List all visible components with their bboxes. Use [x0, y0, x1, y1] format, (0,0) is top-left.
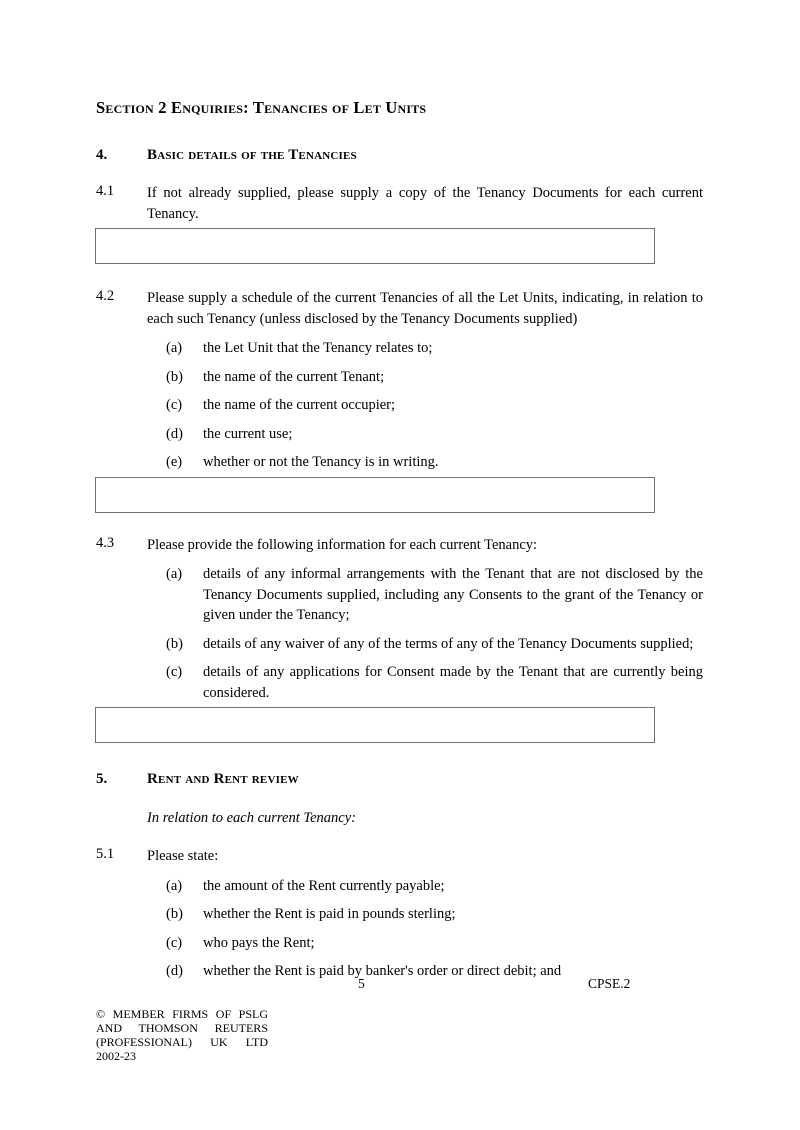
list-item-text: whether the Rent is paid in pounds sterling; [203, 906, 456, 922]
list-item [166, 395, 703, 416]
section-5-heading [96, 770, 703, 788]
question-4-3-items [96, 564, 703, 703]
list-item [166, 367, 703, 388]
list-item-label: (c) [166, 934, 183, 951]
question-4-2-items [96, 338, 703, 473]
list-item-text: the name of the current occupier; [203, 397, 396, 413]
copyright-notice [96, 1007, 268, 1063]
list-item-text: details of any informal arrangements with the Tenant that are not disclosed by the Tenancy Documents supplied, including any Consents to the grant of the Tenancy or given under the Tenancy; [203, 566, 703, 623]
question-5-1-text: Please state: [147, 848, 219, 864]
list-item-text: who pays the Rent; [203, 934, 315, 951]
question-4-1-number: 4.1 [96, 183, 115, 199]
document-reference: CPSE.2 [588, 976, 631, 991]
list-item [166, 662, 703, 703]
copyright-line: 2002-23 [96, 1049, 136, 1063]
list-item-label: (e) [166, 454, 183, 470]
list-item [166, 933, 703, 954]
list-item-label: (c) [166, 397, 183, 413]
question-5-1-items [96, 876, 703, 982]
list-item-text: the current use; [203, 425, 293, 442]
section-4-heading [96, 146, 703, 164]
page-number: 5 [358, 976, 365, 991]
question-5-1-number: 5.1 [96, 846, 115, 862]
list-item-label: (b) [166, 368, 183, 385]
question-4-1-text: If not already supplied, please supply a copy of the Tenancy Documents for each current Tenancy. [147, 185, 703, 222]
question-4-2 [96, 288, 703, 329]
question-4-2-number: 4.2 [96, 288, 115, 304]
list-item [166, 904, 703, 925]
list-item-text: the Let Unit that the Tenancy relates to; [203, 340, 433, 356]
list-item [166, 338, 703, 359]
section-4-number: 4. [96, 147, 108, 163]
section-5-number: 5. [96, 771, 108, 787]
question-4-1 [96, 183, 703, 224]
list-item [166, 452, 703, 473]
section-5-heading-text: Rent and Rent review [147, 771, 299, 787]
list-item-text: whether or not the Tenancy is in writing. [203, 454, 439, 470]
list-item-label: (a) [166, 566, 183, 582]
question-4-3 [96, 535, 703, 556]
list-item-label: (a) [166, 340, 183, 356]
section-title: Section 2 Enquiries: Tenancies of Let Units [96, 98, 427, 117]
answer-box-4-3[interactable] [95, 707, 655, 743]
list-item-label: (a) [166, 877, 183, 894]
copyright-line: © MEMBER FIRMS OF PSLG [96, 1007, 268, 1021]
list-item [166, 876, 703, 897]
section-5-intro: In relation to each current Tenancy: [147, 810, 356, 826]
list-item [166, 564, 703, 626]
list-item-text: whether the Rent is paid by banker's order or direct debit; and [203, 963, 562, 979]
list-item-label: (d) [166, 963, 183, 979]
list-item-label: (b) [166, 635, 183, 652]
list-item-label: (b) [166, 906, 183, 922]
copyright-line: AND THOMSON REUTERS [96, 1021, 268, 1035]
list-item [166, 634, 703, 655]
list-item-text: the name of the current Tenant; [203, 368, 385, 385]
question-4-3-number: 4.3 [96, 534, 115, 551]
copyright-line: (PROFESSIONAL) UK LTD [96, 1035, 268, 1049]
question-4-2-text: Please supply a schedule of the current Tenancies of all the Let Units, indicating, in relation to each such Tenancy (unless disclosed by the Tenancy Documents supplied) [147, 290, 703, 327]
list-item-text: details of any waiver of any of the terms of any of the Tenancy Documents supplied; [203, 635, 694, 652]
list-item-label: (c) [166, 664, 183, 680]
list-item [166, 424, 703, 445]
answer-box-4-2[interactable] [95, 477, 655, 513]
question-5-1 [96, 846, 703, 867]
list-item-label: (d) [166, 425, 183, 442]
page-content [96, 0, 703, 982]
list-item-text: details of any applications for Consent made by the Tenant that are currently being considered. [203, 664, 703, 701]
list-item-text: the amount of the Rent currently payable; [203, 877, 445, 894]
question-4-3-text: Please provide the following information for each current Tenancy: [147, 536, 538, 553]
answer-box-4-1[interactable] [95, 228, 655, 264]
section-4-heading-text: Basic details of the Tenancies [147, 147, 357, 163]
